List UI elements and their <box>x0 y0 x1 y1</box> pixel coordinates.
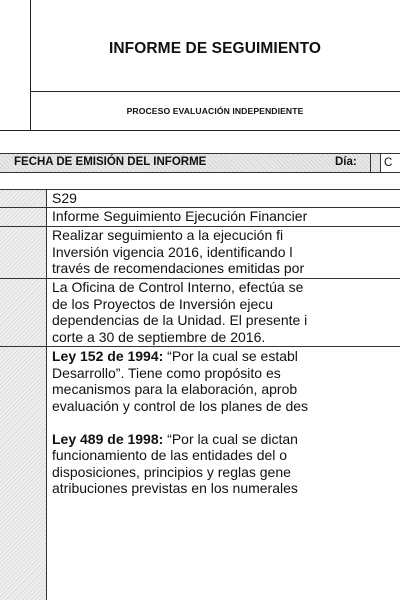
header-divider <box>0 130 400 131</box>
day-value: C <box>380 154 400 172</box>
issue-date-label: FECHA DE EMISIÓN DEL INFORME <box>14 156 207 168</box>
law-489-title: Ley 489 de 1998: <box>52 430 164 447</box>
day-label: Día: <box>335 156 357 168</box>
process-subtitle: PROCESO EVALUACIÓN INDEPENDIENTE <box>126 106 304 116</box>
day-separator <box>370 154 371 172</box>
report-name: Informe Seguimiento Ejecución Financier <box>52 208 308 224</box>
report-code: S29 <box>52 190 77 206</box>
table-rule <box>0 346 400 347</box>
header-logo-cell <box>0 0 31 130</box>
issue-date-strip <box>0 153 400 173</box>
report-title: INFORME DE SEGUIMIENTO <box>30 0 400 92</box>
objective-text: Realizar seguimiento a la ejecución fi Inversión vigencia 2016, identificando l través de recomendaciones emitidas por <box>52 227 305 276</box>
row-label-column <box>0 189 47 600</box>
criteria-text: Ley 152 de 1994: “Por la cual se establ Desarrollo”. Tiene como propósito es mecanismos para la elaboración, aprob evaluación y control de los planes de des Ley 489 de 1998: “Por la cual se dictan funcionamiento de las entidades del o disposiciones, principios y reglas gene atribuciones previstas en los numerales <box>52 348 309 496</box>
law-152-title: Ley 152 de 1994: <box>52 348 164 364</box>
scope-text: La Oficina de Control Interno, efectúa se de los Proyectos de Inversión ejecu dependencias de la Unidad. El presente i corte a 30 de septiembre de 2016. <box>52 279 308 345</box>
